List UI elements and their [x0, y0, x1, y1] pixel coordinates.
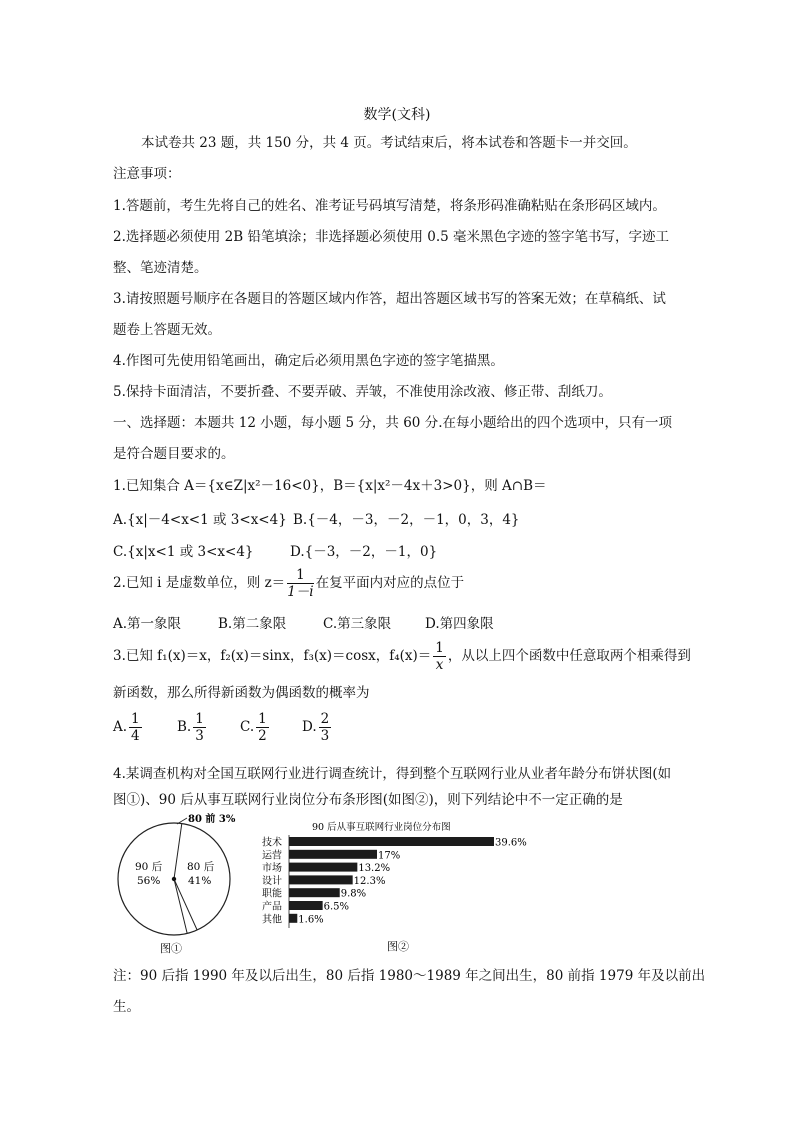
pie-caption: 图① [160, 942, 182, 955]
bar-mark [289, 850, 377, 859]
q1-option-c: C.{x|x<1 或 3<x<4} [113, 544, 254, 560]
pie-label-80-before: 80 前 3% [188, 814, 236, 825]
q3-option-d [302, 711, 333, 744]
bar-mark [289, 901, 323, 910]
q3-stem-post: ，从以上四个函数中任意取两个相乘得到 [447, 648, 691, 664]
q3-stem-line2: 新函数，那么所得新函数为偶函数的概率为 [113, 685, 370, 701]
bar-mark [289, 914, 297, 923]
q2-option-b: B.第二象限 [218, 616, 287, 632]
notice-2: 2.选择题必须使用 2B 铅笔填涂；非选择题必须使用 0.5 毫米黑色字迹的签字笔书写，字迹工 [113, 229, 670, 245]
q3-option-c [240, 711, 271, 744]
q3-option-b-num: 1 [195, 711, 204, 727]
bar-value-label: 12.3% [353, 875, 386, 887]
bar-value-label: 39.6% [495, 837, 527, 849]
q1-option-d: D.{－3，－2，－1，0} [290, 544, 438, 560]
q3-stem [113, 640, 691, 673]
q2-fraction [287, 567, 313, 600]
q1-stem: 1.已知集合 A＝{x∈Z|x²－16<0}，B＝{x|x²－4x＋3>0}，则 A∩B＝ [113, 478, 547, 494]
q3-option-a-num: 1 [131, 711, 140, 727]
q3-option-a [113, 711, 144, 744]
q3-fraction [433, 640, 446, 673]
q2-frac-num: 1 [287, 567, 313, 584]
q3-option-c-label: C. [240, 719, 255, 735]
q3-option-b [177, 711, 208, 744]
q3-option-d-num: 2 [320, 711, 330, 727]
notice-5: 5.保持卡面清洁，不要折叠、不要弄破、弄皱，不准使用涂改液、修正带、刮纸刀。 [113, 384, 612, 400]
q2-option-d: D.第四象限 [425, 616, 494, 632]
bar-category-label: 职能 [262, 888, 282, 900]
bar-mark [289, 875, 353, 884]
notice-1: 1.答题前，考生先将自己的姓名、准考证号码填写清楚，将条形码准确粘贴在条形码区域内。 [113, 198, 666, 214]
section1-heading-cont: 是符合题目要求的。 [113, 446, 235, 462]
notice-2-cont: 整、笔迹清楚。 [113, 260, 208, 276]
pie-value-80: 41% [188, 875, 212, 887]
bar-value-label: 9.8% [340, 888, 367, 900]
q3-option-a-den: 4 [131, 728, 140, 744]
bar-mark [289, 888, 340, 897]
bar-value-label: 17% [378, 850, 401, 862]
bar-category-label: 市场 [262, 863, 282, 875]
q3-option-c-num: 1 [258, 711, 267, 727]
q3-option-c-den: 2 [258, 728, 267, 744]
q4-note-line1: 注：90 后指 1990 年及以后出生，80 后指 1980～1989 年之间出生，80 前指 1979 年及以前出 [113, 968, 706, 984]
q2-stem-pre: 2.已知 i 是虚数单位，则 z＝ [113, 575, 286, 591]
bar-caption: 图② [387, 940, 409, 953]
notice-heading: 注意事项： [113, 166, 181, 182]
q3-option-d-label: D. [302, 719, 317, 735]
q4-stem-line2: 图①)、90 后从事互联网行业岗位分布条形图(如图②)，则下列结论中不一定正确的是 [113, 792, 623, 808]
bar-value-label: 13.2% [358, 863, 391, 875]
pie-chart [115, 812, 255, 957]
q2-option-a: A.第一象限 [113, 616, 182, 632]
bar-group [262, 836, 527, 926]
bar-category-label: 运营 [262, 850, 282, 862]
q1-option-a: A.{x|－4<x<1 或 3<x<4} [113, 512, 287, 528]
q2-frac-den: 1－i [287, 584, 314, 600]
q4-stem-line1: 4.某调查机构对全国互联网行业进行调查统计，得到整个互联网行业从业者年龄分布饼状图(如 [113, 766, 672, 782]
section1-heading: 一、选择题：本题共 12 小题，每小题 5 分，共 60 分.在每小题给出的四个选项中，只有一项 [113, 415, 672, 431]
q4-note-line2: 生。 [113, 999, 140, 1015]
pie-label-90: 90 后 [135, 861, 163, 873]
bar-category-label: 其他 [262, 914, 282, 926]
q2-stem [113, 567, 464, 600]
pie-label-80: 80 后 [187, 861, 215, 873]
bar-chart-title: 90 后从事互联网行业岗位分布图 [312, 822, 451, 833]
q2-stem-post: 在复平面内对应的点位于 [315, 575, 465, 591]
pie-value-90: 56% [137, 875, 161, 887]
q3-option-d-den: 3 [320, 728, 330, 744]
intro-text: 本试卷共 23 题，共 150 分，共 4 页。考试结束后，将本试卷和答题卡一并交回。 [141, 135, 637, 151]
bar-chart [262, 818, 562, 958]
bar-category-label: 设计 [262, 875, 282, 887]
q3-frac-den: x [435, 657, 444, 673]
bar-value-label: 6.5% [323, 901, 350, 913]
q2-option-c: C.第三象限 [323, 616, 392, 632]
page-title: 数学(文科) [363, 107, 431, 123]
q3-stem-pre: 3.已知 f₁(x)＝x，f₂(x)＝sinx，f₃(x)＝cosx，f₄(x)＝ [113, 648, 432, 664]
q3-option-b-label: B. [177, 719, 192, 735]
bar-mark [289, 837, 494, 846]
bar-mark [289, 863, 357, 872]
bar-value-label: 1.6% [298, 914, 324, 926]
notice-3-cont: 题卷上答题无效。 [113, 322, 221, 338]
notice-3: 3.请按照题号顺序在各题目的答题区域内作答，超出答题区域书写的答案无效；在草稿纸、试 [113, 291, 666, 307]
bar-category-label: 产品 [262, 901, 282, 913]
q3-option-a-label: A. [113, 719, 128, 735]
q3-option-b-den: 3 [195, 728, 204, 744]
pie-center-dot [172, 877, 176, 881]
notice-4: 4.作图可先使用铅笔画出，确定后必须用黑色字迹的签字笔描黑。 [113, 353, 504, 369]
bar-category-label: 技术 [262, 837, 282, 849]
q1-option-b: B.{－4，－3，－2，－1，0，3，4} [293, 512, 520, 528]
q3-frac-num: 1 [435, 640, 444, 656]
